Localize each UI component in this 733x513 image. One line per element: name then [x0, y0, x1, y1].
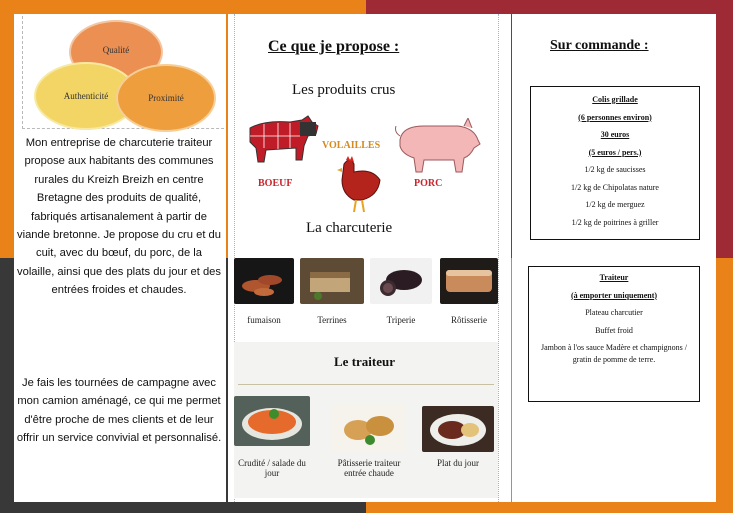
- grill-package-box: [530, 86, 700, 240]
- venn-proximity: Proximité: [116, 64, 216, 132]
- beef-icon: [244, 114, 320, 168]
- smoked-sausage-photo: [234, 258, 294, 304]
- middle-panel: [228, 14, 511, 502]
- grill-persons: (6 personnes environ): [578, 112, 652, 122]
- charcuterie-title: La charcuterie: [306, 220, 393, 236]
- pork-label: PORC: [414, 178, 443, 189]
- charcuterie-caption-2: Terrines: [317, 315, 347, 325]
- terrine-photo: [300, 258, 364, 304]
- traiteur-order-title: Traiteur: [599, 273, 629, 282]
- poultry-label: VOLAILLES: [322, 140, 381, 151]
- grill-item: 1/2 kg de Chipolatas nature: [571, 182, 659, 192]
- traiteur-takeaway: (à emporter uniquement): [570, 290, 658, 300]
- traiteur-rule: [238, 384, 494, 385]
- left-panel: [14, 14, 226, 502]
- raw-products-title: Les produits crus: [292, 82, 396, 98]
- pastry-photo: [332, 404, 406, 452]
- grill-title: Colis grillade: [592, 95, 638, 104]
- offer-title: Ce que je propose :: [268, 38, 400, 55]
- tripe-photo: [370, 258, 432, 304]
- grill-per-person: (5 euros / pers.): [588, 147, 642, 157]
- traiteur-caption-2: Pâtisserie traiteur entrée chaude: [337, 458, 401, 478]
- right-panel: [512, 14, 716, 502]
- salad-photo: [234, 396, 310, 446]
- traiteur-order-box: [528, 266, 700, 402]
- traiteur-order-item: Buffet froid: [595, 325, 633, 335]
- charcuterie-caption-3: Triperie: [386, 315, 416, 325]
- intro-paragraph-1: Mon entreprise de charcuterie traiteur propose aux habitants des communes rurales du Kreizh Breizh en centre Bretagne des produits de qualité, fabriqués artisanalement à partir de viande bretonne. Je propose du cru et du cuit, avec du bœuf, du porc, de la volaille, ainsi que des plats du jour et des entrées froides et chaudes.: [16, 137, 221, 297]
- traiteur-order-item: Plateau charcutier: [585, 308, 643, 317]
- roast-photo: [440, 258, 498, 304]
- traiteur-order-item: Jambon à l'os sauce Madère et champignons / gratin de pomme de terre.: [540, 343, 688, 364]
- grill-price: 30 euros: [600, 130, 630, 139]
- grill-item: 1/2 kg de merguez: [585, 200, 645, 209]
- charcuterie-caption-4: Rôtisserie: [451, 315, 487, 325]
- venn-authenticity: Authenticité: [34, 62, 138, 130]
- traiteur-title: Le traiteur: [334, 354, 396, 369]
- pig-icon: [394, 118, 482, 176]
- venn-quality: Qualité: [69, 20, 163, 84]
- grill-item: 1/2 kg de poitrines à griller: [571, 217, 659, 227]
- beef-label: BOEUF: [258, 178, 293, 189]
- traiteur-caption-3: Plat du jour: [437, 458, 479, 468]
- dish-photo: [422, 406, 494, 452]
- grill-item: 1/2 kg de saucisses: [584, 165, 646, 174]
- order-title: Sur commande :: [550, 38, 649, 53]
- hen-icon: [332, 154, 384, 214]
- charcuterie-caption-1: fumaison: [247, 315, 281, 325]
- intro-paragraph-2: Je fais les tournées de campagne avec mon camion aménagé, ce qui me permet d'être proche de mes clients et de leur offrir un service convivial et personnalisé.: [16, 377, 222, 445]
- traiteur-caption-1: Crudité / salade du jour: [238, 458, 306, 478]
